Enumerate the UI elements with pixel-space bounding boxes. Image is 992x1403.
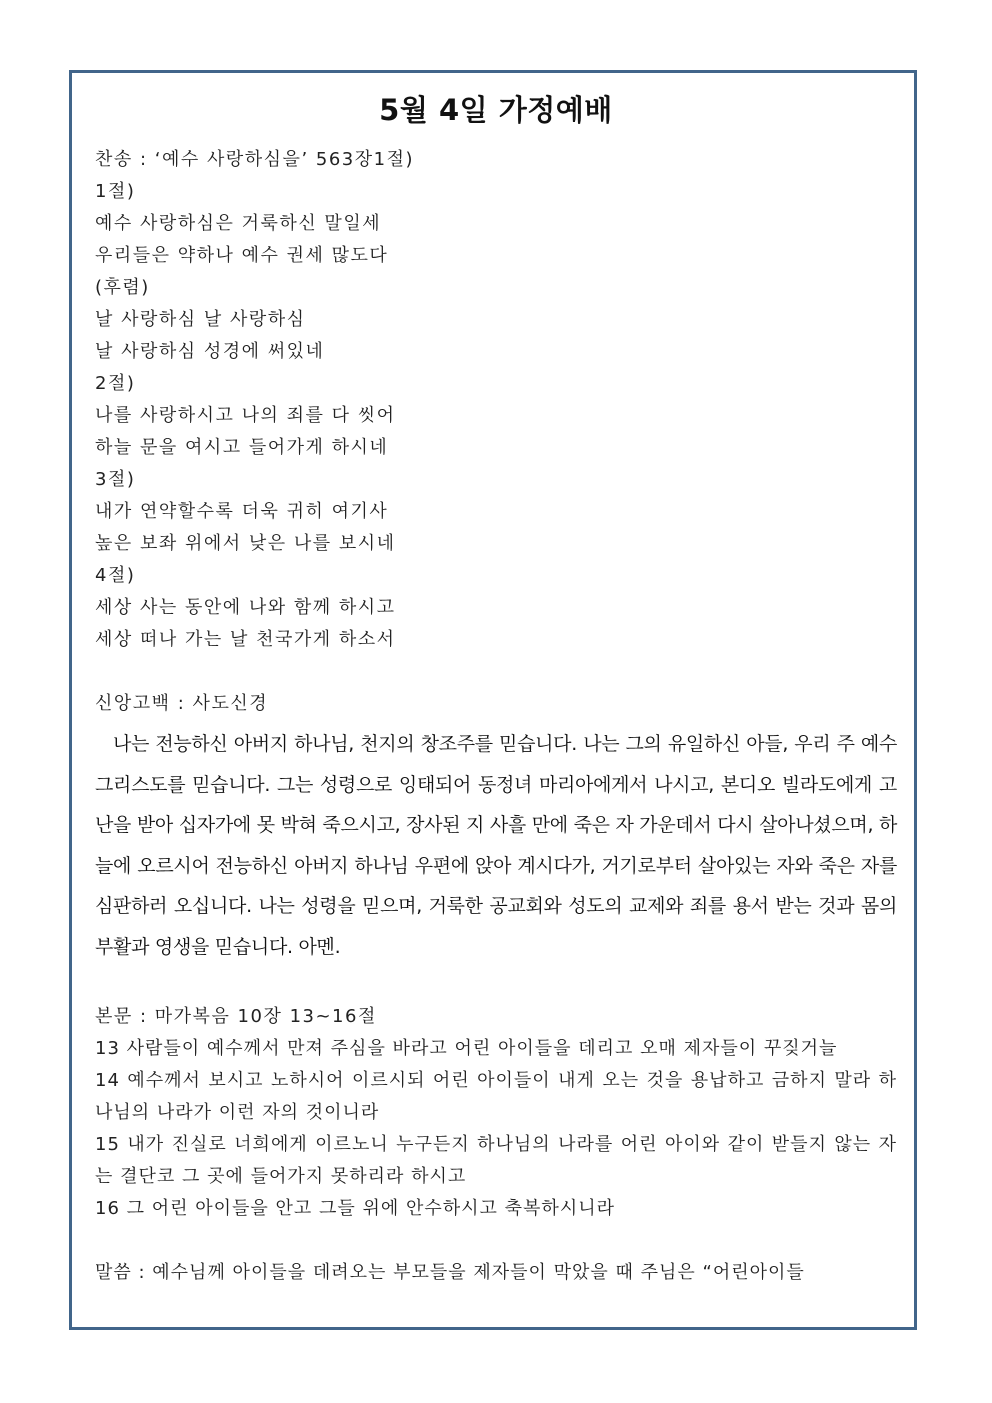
hymn-header: 찬송 : ‘예수 사랑하심을’ 563장1절) bbox=[95, 149, 414, 170]
creed-header: 신앙고백 : 사도신경 bbox=[95, 693, 269, 714]
hymn-line: 3절) bbox=[95, 469, 136, 490]
hymn-line: 4절) bbox=[95, 565, 136, 586]
hymn-line: 1절) bbox=[95, 181, 136, 202]
scripture-header: 본문 : 마가복음 10장 13~16절 bbox=[95, 1006, 377, 1027]
hymn-line: 2절) bbox=[95, 373, 136, 394]
hymn-line: 예수 사랑하심은 거룩하신 말일세 bbox=[95, 213, 382, 234]
scripture-verse: 13 사람들이 예수께서 만져 주심을 바라고 어린 아이들을 데리고 오매 제자들이 꾸짖거늘 bbox=[95, 1038, 838, 1059]
hymn-line: 날 사랑하심 성경에 써있네 bbox=[95, 341, 325, 362]
section-spacer bbox=[95, 656, 897, 688]
hymn-line: (후렴) bbox=[95, 277, 150, 298]
sermon-text: 말씀 : 예수님께 아이들을 데려오는 부모들을 제자들이 막았을 때 주님은 “어린아이들 bbox=[95, 1262, 805, 1283]
page-title: 5월 4일 가정예배 bbox=[379, 93, 613, 127]
hymn-line: 세상 사는 동안에 나와 함께 하시고 bbox=[95, 597, 396, 618]
hymn-line: 나를 사랑하시고 나의 죄를 다 씻어 bbox=[95, 405, 396, 426]
hymn-line: 세상 떠나 가는 날 천국가게 하소서 bbox=[95, 629, 396, 650]
hymn-line: 하늘 문을 여시고 들어가게 하시네 bbox=[95, 437, 389, 458]
section-spacer bbox=[95, 1225, 897, 1257]
creed-body: 나는 전능하신 아버지 하나님, 천지의 창조주를 믿습니다. 나는 그의 유일하신 아들, 우리 주 예수 그리스도를 믿습니다. 그는 성령으로 잉태되어 동정녀 마리아에게서 나시고, 본디오 빌라도에게 고난을 받아 십자가에 못 박혀 죽으시고, 장사된 지 사흘 만에 죽은 자 가운데서 다시 살아나셨으며, 하늘에 오르시어 전능하신 아버지 하나님 우편에 앉아 계시다가, 거기로부터 살아있는 자와 죽은 자를 심판하러 오십니다. 나는 성령을 믿으며, 거룩한 공교회와 성도의 교제와 죄를 용서 받는 것과 몸의 부활과 영생을 믿습니다. 아멘. bbox=[95, 733, 897, 958]
document-body bbox=[95, 144, 897, 1289]
scripture-verse: 14 예수께서 보시고 노하시어 이르시되 어린 아이들이 내게 오는 것을 용납하고 금하지 말라 하나님의 나라가 이런 자의 것이니라 bbox=[95, 1070, 897, 1123]
scripture-verse: 15 내가 진실로 너희에게 이르노니 누구든지 하나님의 나라를 어린 아이와 같이 받들지 않는 자는 결단코 그 곳에 들어가지 못하리라 하시고 bbox=[95, 1134, 897, 1187]
section-spacer bbox=[95, 967, 897, 1001]
hymn-line: 높은 보좌 위에서 낮은 나를 보시네 bbox=[95, 533, 396, 554]
scripture-verse: 16 그 어린 아이들을 안고 그들 위에 안수하시고 축복하시니라 bbox=[95, 1198, 615, 1219]
hymn-line: 내가 연약할수록 더욱 귀히 여기사 bbox=[95, 501, 389, 522]
hymn-line: 날 사랑하심 날 사랑하심 bbox=[95, 309, 306, 330]
hymn-line: 우리들은 약하나 예수 권세 많도다 bbox=[95, 245, 389, 266]
